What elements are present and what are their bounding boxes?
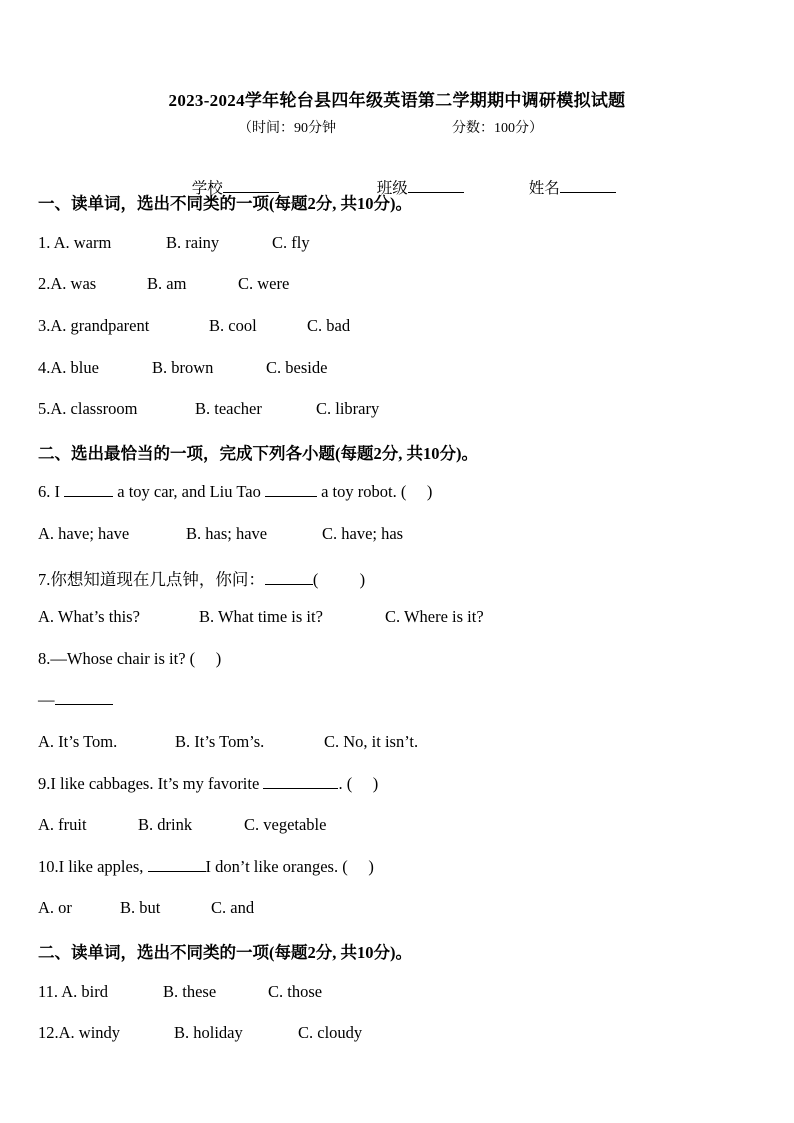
option-c: C. and (211, 898, 255, 917)
option-b: B. brown (152, 358, 214, 377)
option-b: B. cool (209, 316, 257, 335)
option-c: C. Where is it? (385, 607, 484, 626)
section-heading-3: 二、读单词，选出不同类的一项(每题2分, 共10分)。 (38, 943, 412, 962)
name-blank[interactable] (560, 178, 616, 193)
page-title: 2023-2024学年轮台县四年级英语第二学期期中调研模拟试题 (168, 91, 626, 110)
option-c: C. library (316, 399, 380, 418)
option-b: B. but (120, 898, 161, 917)
option-a: A. classroom (50, 399, 138, 418)
class-blank[interactable] (408, 178, 464, 193)
option-a: A. fruit (38, 815, 87, 834)
option-b: B. am (147, 274, 187, 293)
exam-time: （时间：90分钟 (238, 121, 336, 136)
question-stem: I don’t like oranges. ( ) (205, 857, 374, 876)
option-a: A. warm (53, 233, 112, 252)
option-a: A. or (38, 898, 72, 917)
option-b: B. teacher (195, 399, 262, 418)
question-4 (38, 358, 99, 378)
option-b: B. has; have (186, 524, 268, 543)
question-9 (38, 774, 378, 794)
option-c: C. beside (266, 358, 328, 377)
question-8: 8.—Whose chair is it? ( ) (38, 649, 222, 668)
question-stem: . ( ) (338, 774, 379, 793)
question-5 (38, 399, 137, 419)
question-number: 1. (38, 233, 54, 252)
answer-blank[interactable] (148, 857, 206, 872)
answer-blank[interactable] (265, 482, 317, 497)
class-label: 班级 (376, 180, 408, 197)
question-number: 5. (38, 399, 51, 418)
answer-line (38, 690, 113, 710)
exam-score: 分数：100分） (452, 121, 543, 136)
answer-blank[interactable] (263, 774, 338, 789)
option-b: B. What time is it? (199, 607, 323, 626)
answer-blank[interactable] (64, 482, 113, 497)
option-a: A. was (50, 274, 97, 293)
question-number: 2. (38, 274, 51, 293)
question-number: 3. (38, 316, 51, 335)
option-b: B. these (163, 982, 217, 1001)
answer-blank[interactable] (265, 570, 313, 585)
question-11 (38, 982, 108, 1002)
question-stem: a toy robot. ( ) (316, 482, 433, 501)
option-a: A. blue (50, 358, 99, 377)
name-label: 姓名 (528, 180, 560, 197)
option-a: A. windy (58, 1023, 121, 1042)
option-c: C. fly (272, 233, 310, 252)
option-c: C. were (238, 274, 290, 293)
question-1 (38, 233, 111, 253)
option-b: B. drink (138, 815, 193, 834)
question-number: 11. (38, 982, 62, 1001)
question-stem: 6. I (38, 482, 65, 501)
option-b: B. rainy (166, 233, 220, 252)
option-c: C. those (268, 982, 323, 1001)
question-stem: 9.I like cabbages. It’s my favorite (38, 774, 264, 793)
question-stem: 7.你想知道现在几点钟，你问： (38, 570, 265, 589)
question-stem: a toy car, and Liu Tao (113, 482, 265, 501)
question-12 (38, 1023, 120, 1043)
question-number: 4. (38, 358, 51, 377)
option-a: A. grandparent (50, 316, 150, 335)
option-a: A. What’s this? (38, 607, 140, 626)
name-field (521, 158, 616, 198)
option-c: C. bad (307, 316, 351, 335)
answer-blank[interactable] (55, 690, 113, 705)
option-c: C. vegetable (244, 815, 327, 834)
option-c: C. No, it isn’t. (324, 732, 419, 751)
question-stem: 10.I like apples, (38, 857, 148, 876)
option-a: A. have; have (38, 524, 130, 543)
option-a: A. It’s Tom. (38, 732, 118, 751)
option-c: C. cloudy (298, 1023, 363, 1042)
question-10 (38, 857, 374, 877)
option-b: B. holiday (174, 1023, 243, 1042)
section-heading-2: 二、选出最恰当的一项，完成下列各小题(每题2分, 共10分)。 (38, 444, 478, 463)
dash: — (38, 690, 55, 709)
question-6 (38, 482, 432, 502)
option-c: C. have; has (322, 524, 404, 543)
question-2 (38, 274, 96, 294)
question-3 (38, 316, 149, 336)
question-stem: ( ) (312, 570, 366, 589)
question-7 (38, 566, 365, 590)
section-heading-1: 一、读单词，选出不同类的一项(每题2分, 共10分)。 (38, 194, 412, 213)
school-label: 学校 (191, 180, 223, 197)
option-a: A. bird (61, 982, 108, 1001)
option-b: B. It’s Tom’s. (175, 732, 265, 751)
question-number: 12. (38, 1023, 59, 1042)
